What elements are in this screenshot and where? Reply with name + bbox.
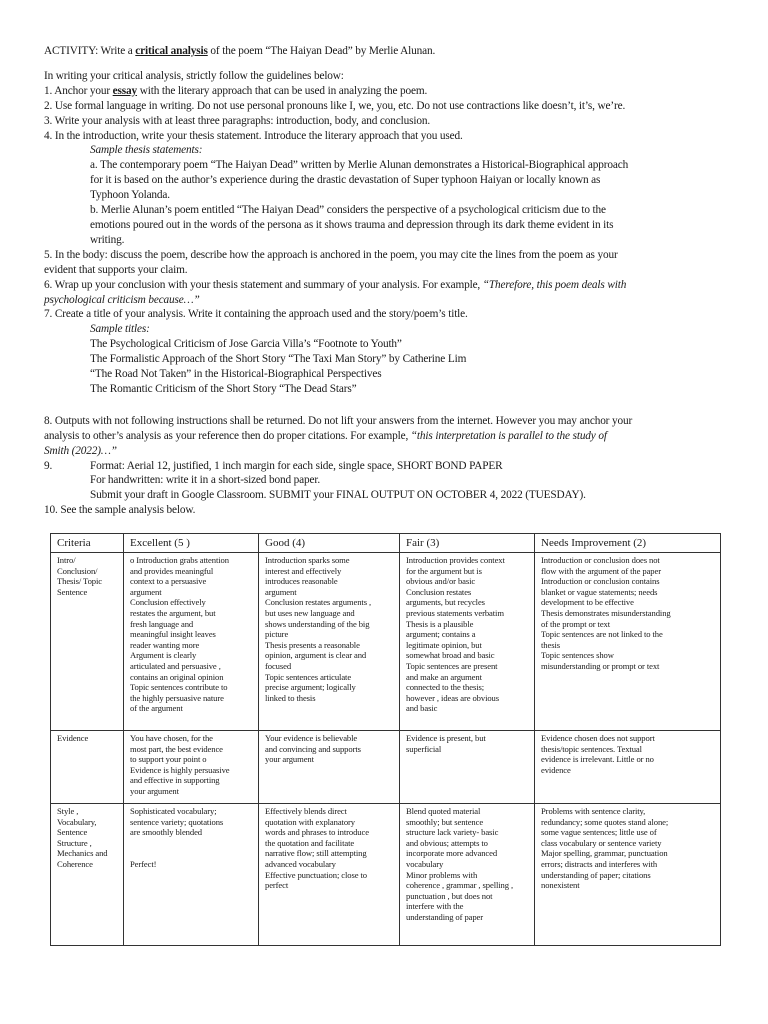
excellent-cell [124,804,259,946]
cell-line: for the argument but is [406,565,482,576]
guideline-5-line: evident that supports your claim. [44,263,188,276]
heading-suffix: of the poem “The Haiyan Dead” by Merlie Alunan. [207,45,436,57]
cell-line: punctuation , but does not [406,890,493,901]
cell-line: your argument [265,754,314,765]
cell-line: Sentence [57,827,88,838]
cell-line: and provides meaningful [130,565,214,576]
cell-line: Evidence is highly persuasive [130,764,230,775]
cell-line: blanket or vague statements; needs [541,586,658,597]
title-sample-label: Sample titles: [90,323,150,336]
heading-prefix: ACTIVITY: Write a [44,45,136,57]
cell-line: interfere with the [406,901,464,912]
cell-line: argument [130,586,162,597]
cell-line: Topic sentences are present [406,660,498,671]
good-cell [259,553,400,731]
cell-line: vocabulary [406,858,444,869]
cell-line: Introduction or conclusion contains [541,576,660,587]
guideline-8-line [44,429,724,444]
activity-heading [44,44,724,59]
cell-line: Topic sentences articulate [265,671,352,682]
cell-line: misunderstanding or prompt or text [541,660,660,671]
cell-line: Effective punctuation; close to [265,869,367,880]
cell-line: Thesis presents a reasonable [265,639,360,650]
criteria-cell [51,804,124,946]
guideline-9 [44,459,724,474]
cell-line: Blend quoted material [406,806,481,816]
good-cell [259,731,400,804]
heading-emphasis: critical analysis [135,45,208,57]
cell-line: Sentence [57,586,88,597]
cell-line: Introduction sparks some [265,555,350,565]
thesis-sample-a-line: for it is based on the author’s experience during the drastic devastation of Super typhoon Haiyan or locally known as [90,174,601,187]
cell-line: Thesis/ Topic [57,576,102,587]
cell-line: meaningful insight leaves [130,629,216,640]
guideline-8-text: analysis to other’s analysis as your reference then do proper citations. For example, [44,429,411,442]
cell-line: and convincing and supports [265,743,361,754]
cell-line: Effectively blends direct [265,806,347,816]
cell-line: Sophisticated vocabulary; [130,806,217,816]
cell-line: Conclusion restates [406,586,472,597]
guideline-10: 10. See the sample analysis below. [44,504,196,517]
cell-line: structure lack variety- basic [406,827,499,838]
guideline-5-line: 5. In the body: discuss the poem, describe how the approach is anchored in the poem, you may cite the lines from the poem as your [44,248,618,261]
cell-line: errors; distracts and interferes with [541,858,658,869]
cell-line: understanding of paper [406,911,484,922]
guideline-9-format: Format: Aerial 12, justified, 1 inch margin for each side, single space, SHORT BOND PAPER [90,459,503,472]
cell-line: sentence variety; quotations [130,816,224,827]
cell-line: focused [265,660,292,671]
needs-improvement-cell [535,731,721,804]
cell-line: Mechanics and [57,848,108,859]
cell-line: argument [265,586,297,597]
cell-line: of the argument [130,703,183,714]
fair-cell [400,804,535,946]
cell-line: Evidence [57,733,89,743]
fair-cell [400,553,535,731]
sample-title: “The Road Not Taken” in the Historical-Biographical Perspectives [90,368,382,381]
cell-line: but uses new language and [265,607,355,618]
cell-line: linked to thesis [265,692,316,703]
cell-line: development to be effective [541,597,634,608]
good-cell [259,804,400,946]
cell-line: Topic sentences are not linked to the [541,629,663,640]
guideline-1-prefix: 1. Anchor your [44,84,113,97]
cell-line: thesis/topic sentences. Textual [541,743,642,754]
rubric-row [51,731,721,804]
cell-line: to support your point o [130,754,207,765]
cell-line: articulated and persuasive , [130,660,221,671]
cell-line: arguments, but recycles [406,597,485,608]
cell-line: Vocabulary, [57,816,97,827]
cell-line: Problems with sentence clarity, [541,806,646,816]
cell-line: and basic [406,703,438,714]
rubric-row [51,553,721,731]
cell-line: Your evidence is believable [265,733,358,743]
cell-line: Structure , [57,837,92,848]
cell-line: and make an argument [406,671,482,682]
guideline-6-text: 6. Wrap up your conclusion with your thesis statement and summary of your analysis. For example, [44,278,483,291]
cell-line: precise argument; logically [265,682,356,693]
guideline-6-example: “Therefore, this poem deals with [482,278,627,291]
cell-line: coherence , grammar , spelling , [406,880,514,891]
cell-line: class vocabulary or sentence variety [541,837,662,848]
rubric-row [51,804,721,946]
thesis-sample-b-line: b. Merlie Alunan’s poem entitled “The Haiyan Dead” considers the perspective of a psychological criticism due to the [90,204,606,217]
cell-line: previous statements verbatim [406,607,504,618]
guideline-8-line: 8. Outputs with not following instructions shall be returned. Do not lift your answers from the internet. However you may anchor your [44,414,633,427]
guideline-9-submit: Submit your draft in Google Classroom. SUBMIT your FINAL OUTPUT ON OCTOBER 4, 2022 (TUESDAY). [90,489,586,502]
sample-title: The Psychological Criticism of Jose Garcia Villa’s “Footnote to Youth” [90,338,402,351]
cell-line: contains an original opinion [130,671,224,682]
cell-line: of the prompt or text [541,618,611,629]
guidelines-intro: In writing your critical analysis, strictly follow the guidelines below: [44,69,344,82]
cell-line: evidence is irrelevant. Little or no [541,754,654,765]
cell-line: Major spelling, grammar, punctuation [541,848,668,859]
sample-title: The Formalistic Approach of the Short Story “The Taxi Man Story” by Catherine Lim [90,353,467,366]
rubric-table [50,533,721,946]
cell-line: Argument is clearly [130,650,197,661]
cell-line: introduces reasonable [265,576,338,587]
cell-line: quotation with explanatory [265,816,356,827]
rubric-header-row [51,534,721,553]
thesis-sample-b-line: emotions poured out in the words of the persona as it shows trauma and depression through its dark theme evident in its [90,218,614,231]
guideline-8-example-cont: Smith (2022)…” [44,444,117,457]
cell-line: most part, the best evidence [130,743,223,754]
cell-line: fresh language and [130,618,194,629]
cell-line: redundancy; some quotes stand alone; [541,816,669,827]
cell-line: superficial [406,743,442,754]
cell-line: and obvious; attempts to [406,837,488,848]
cell-line: narrative flow; still attempting [265,848,367,859]
fair-cell [400,731,535,804]
criteria-cell [51,553,124,731]
header-good: Good (4) [259,534,400,553]
cell-line: advanced vocabulary [265,858,336,869]
thesis-sample-b-line: writing. [90,233,125,246]
header-excellent: Excellent (5 ) [124,534,259,553]
excellent-cell [124,553,259,731]
cell-line: Conclusion effectively [130,597,206,608]
cell-line: words and phrases to introduce [265,827,369,838]
cell-line: legitimate opinion, but [406,639,482,650]
cell-line: somewhat broad and basic [406,650,495,661]
cell-line: your argument [130,785,179,796]
cell-line: nonexistent [541,880,580,891]
thesis-sample-a-line: a. The contemporary poem “The Haiyan Dead” written by Merlie Alunan demonstrates a Historical-Biographical approach [90,159,629,172]
cell-line: smoothly; but sentence [406,816,484,827]
cell-line: flow with the argument of the paper [541,565,661,576]
cell-line: are smoothly blended [130,827,202,838]
guideline-7: 7. Create a title of your analysis. Write it containing the approach used and the story/poem’s title. [44,308,468,321]
thesis-sample-label: Sample thesis statements: [90,144,203,157]
header-needs-improvement: Needs Improvement (2) [535,534,721,553]
guideline-1 [44,84,724,99]
guideline-4: 4. In the introduction, write your thesis statement. Introduce the literary approach that you used. [44,129,463,142]
cell-line [130,838,252,849]
guideline-2: 2. Use formal language in writing. Do not use personal pronouns like I, we, you, etc. Do not use contractions like doesn’t, it’s, we’re. [44,99,626,112]
cell-line: restates the argument, but [130,607,216,618]
cell-line: o Introduction grabs attention [130,555,229,565]
cell-line: Introduction or conclusion does not [541,555,660,565]
cell-line: shows understanding of the big [265,618,370,629]
guideline-1-emphasis: essay [112,84,138,97]
cell-line: Topic sentences contribute to [130,682,228,693]
cell-line: You have chosen, for the [130,733,213,743]
cell-line: context to a persuasive [130,576,207,587]
cell-line: Conclusion restates arguments , [265,597,372,608]
cell-line: connected to the thesis; [406,682,485,693]
needs-improvement-cell [535,553,721,731]
cell-line: picture [265,629,289,640]
cell-line: the quotation and facilitate [265,837,355,848]
thesis-sample-a-line: Typhoon Yolanda. [90,189,170,202]
cell-line: and effective in supporting [130,775,220,786]
cell-line: some vague sentences; little use of [541,827,657,838]
rubric-body [51,553,721,946]
cell-line: obvious and/or basic [406,576,476,587]
cell-line: Thesis is a plausible [406,618,474,629]
guideline-1-suffix: with the literary approach that can be used in analyzing the poem. [137,84,428,97]
guideline-6-example-cont: psychological criticism because…” [44,293,200,306]
cell-line: Evidence is present, but [406,733,486,743]
cell-line: perfect [265,880,289,891]
guideline-3: 3. Write your analysis with at least three paragraphs: introduction, body, and conclusion. [44,114,431,127]
cell-line: Minor problems with [406,869,478,880]
cell-line: however , ideas are obvious [406,692,499,703]
guideline-9-number: 9. [44,459,53,472]
cell-line: thesis [541,639,560,650]
header-criteria: Criteria [51,534,124,553]
cell-line: argument; contains a [406,629,476,640]
cell-line: understanding of paper; citations [541,869,651,880]
activity-document [44,44,724,518]
guideline-6 [44,278,724,293]
cell-line: evidence [541,764,571,775]
cell-line: reader wanting more [130,639,200,650]
guideline-9-handwritten: For handwritten: write it in a short-sized bond paper. [90,474,321,487]
cell-line: interest and effectively [265,565,342,576]
criteria-cell [51,731,124,804]
guideline-8-example: “this interpretation is parallel to the study of [410,429,607,442]
cell-line: incorporate more advanced [406,848,498,859]
cell-line: Perfect! [130,858,157,869]
cell-line [130,848,252,859]
cell-line: the highly persuasive nature [130,692,224,703]
header-fair: Fair (3) [400,534,535,553]
cell-line: Introduction provides context [406,555,505,565]
cell-line: Intro/ [57,555,76,565]
cell-line: Topic sentences show [541,650,614,661]
cell-line: Conclusion/ [57,565,98,576]
excellent-cell [124,731,259,804]
sample-title: The Romantic Criticism of the Short Story “The Dead Stars” [90,382,357,395]
cell-line: Thesis demonstrates misunderstanding [541,607,671,618]
cell-line: opinion, argument is clear and [265,650,367,661]
needs-improvement-cell [535,804,721,946]
cell-line: Evidence chosen does not support [541,733,655,743]
cell-line: Style , [57,806,79,816]
cell-line: Coherence [57,858,93,869]
